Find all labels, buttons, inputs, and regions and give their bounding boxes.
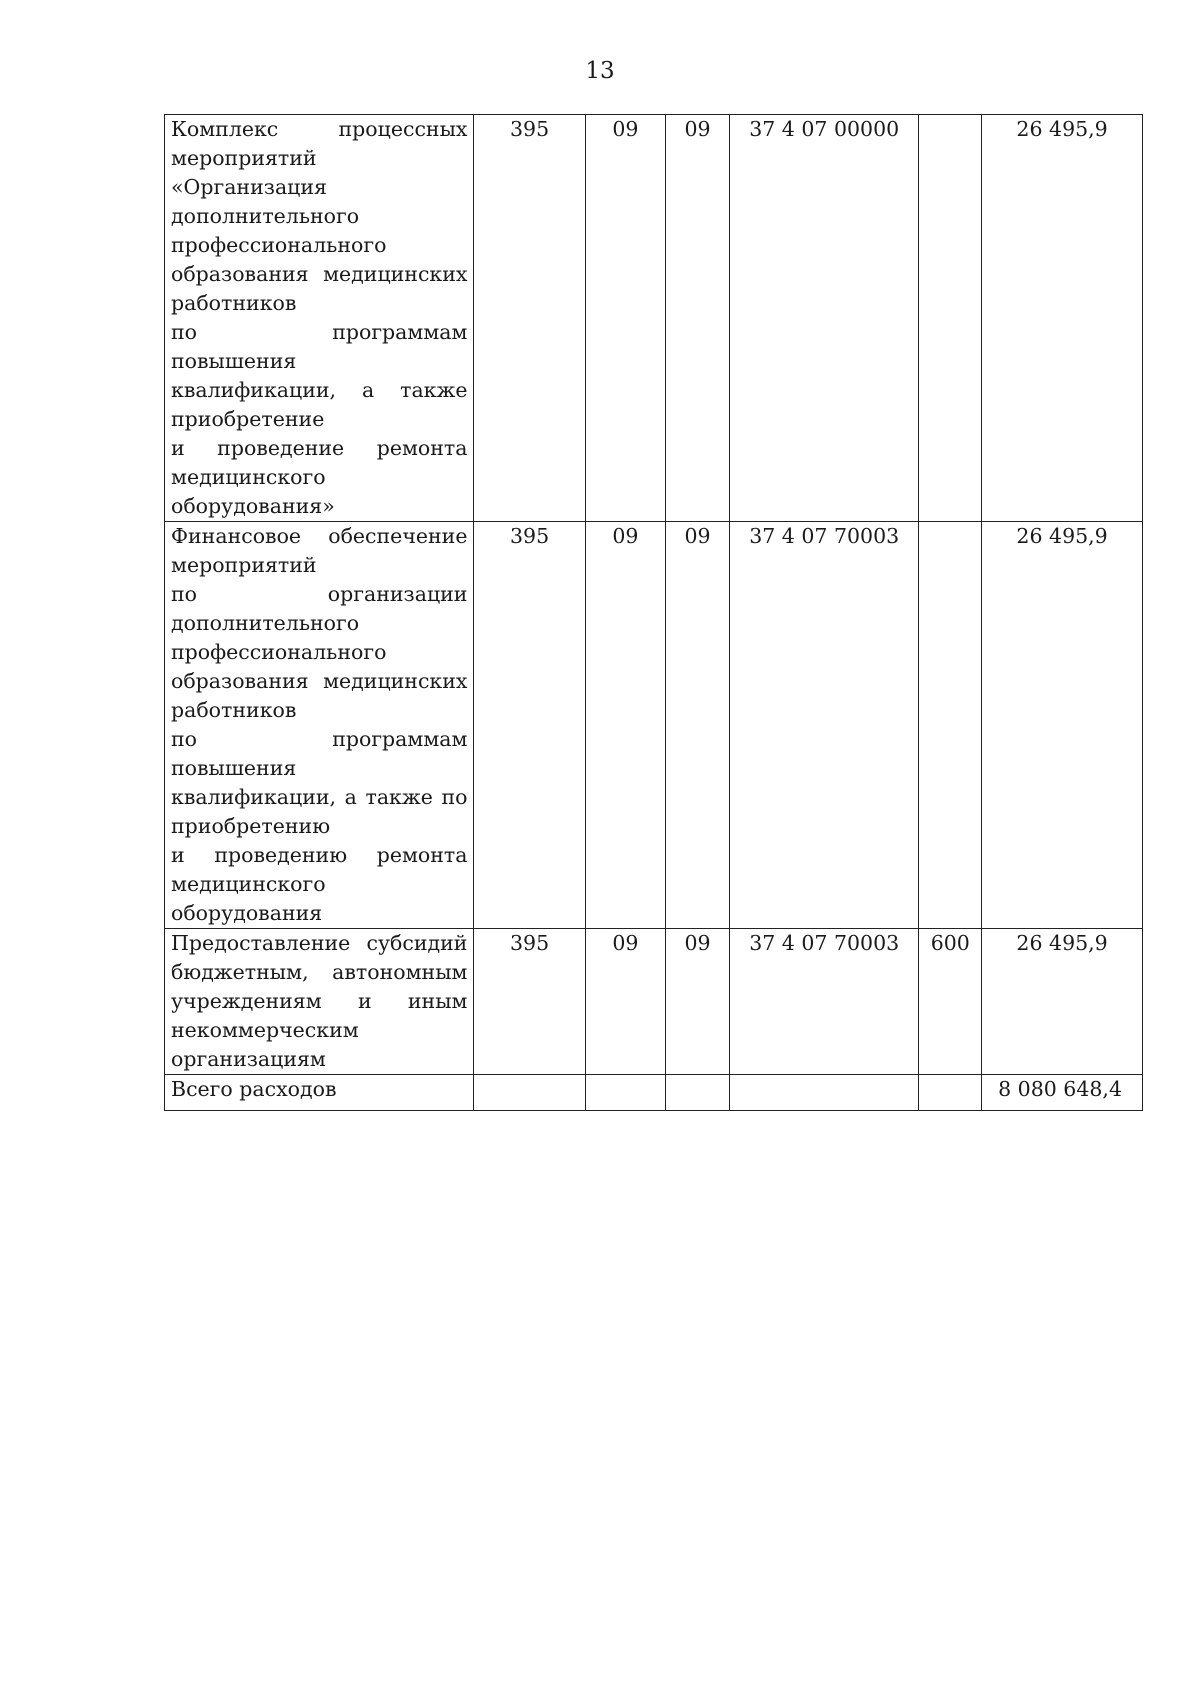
grbs-cell: 395: [474, 522, 585, 929]
row-name-line: дополнительного: [171, 204, 360, 228]
row-name-line: учреждениям и иным: [171, 989, 468, 1013]
amount-cell: 26 495,9: [982, 929, 1143, 1075]
row-name-line: «Организация: [171, 175, 327, 199]
empty-cell: [585, 1075, 665, 1111]
row-name-line: образования медицинских: [171, 262, 468, 286]
subsection-cell: 09: [666, 522, 730, 929]
row-name-line: профессионального: [171, 640, 387, 664]
row-name-line: по программам: [171, 320, 468, 344]
row-name-line: организациям: [171, 1047, 326, 1071]
row-name-line: повышения: [171, 756, 297, 780]
row-name-line: квалификации, а также: [171, 378, 468, 402]
row-name-line: и проведение ремонта: [171, 436, 468, 460]
row-name-line: и проведению ремонта: [171, 843, 468, 867]
row-name-line: дополнительного: [171, 611, 360, 635]
row-name-line: квалификации, а также по: [171, 785, 468, 809]
row-name-line: по программам: [171, 727, 468, 751]
row-name-cell: [165, 929, 474, 1075]
table-row: [165, 522, 1143, 929]
amount-cell: 26 495,9: [982, 522, 1143, 929]
table-row: [165, 115, 1143, 522]
total-row: [165, 1075, 1143, 1111]
grbs-cell: 395: [474, 115, 585, 522]
total-label: Всего расходов: [165, 1075, 474, 1111]
row-name-line: работников: [171, 698, 297, 722]
row-name-line: Комплекс процессных: [171, 117, 468, 141]
row-name-line: оборудования»: [171, 494, 335, 518]
empty-cell: [474, 1075, 585, 1111]
target-article-cell: 37 4 07 70003: [729, 929, 918, 1075]
row-name-line: повышения: [171, 349, 297, 373]
expenditure-table: [164, 114, 1143, 1111]
expense-type-cell: [919, 522, 982, 929]
section-cell: 09: [585, 929, 665, 1075]
row-name-cell: [165, 115, 474, 522]
row-name-line: по организации: [171, 582, 468, 606]
expense-type-cell: 600: [919, 929, 982, 1075]
row-name-line: медицинского: [171, 465, 326, 489]
section-cell: 09: [585, 522, 665, 929]
subsection-cell: 09: [666, 115, 730, 522]
row-name-line: приобретению: [171, 814, 331, 838]
grbs-cell: 395: [474, 929, 585, 1075]
row-name-line: профессионального: [171, 233, 387, 257]
empty-cell: [666, 1075, 730, 1111]
row-name-line: Предоставление субсидий: [171, 931, 468, 955]
target-article-cell: 37 4 07 70003: [729, 522, 918, 929]
row-name-line: Финансовое обеспечение: [171, 524, 468, 548]
empty-cell: [919, 1075, 982, 1111]
row-name-line: приобретение: [171, 407, 325, 431]
page-number: 13: [585, 58, 615, 84]
row-name-line: работников: [171, 291, 297, 315]
table-row: [165, 929, 1143, 1075]
empty-cell: [729, 1075, 918, 1111]
table-body: [165, 115, 1143, 1111]
row-name-cell: [165, 522, 474, 929]
row-name-line: мероприятий: [171, 146, 317, 170]
row-name-line: бюджетным, автономным: [171, 960, 468, 984]
row-name-line: образования медицинских: [171, 669, 468, 693]
subsection-cell: 09: [666, 929, 730, 1075]
expense-type-cell: [919, 115, 982, 522]
row-name-line: оборудования: [171, 901, 323, 925]
row-name-line: некоммерческим: [171, 1018, 359, 1042]
row-name-line: медицинского: [171, 872, 326, 896]
amount-cell: 26 495,9: [982, 115, 1143, 522]
section-cell: 09: [585, 115, 665, 522]
total-amount: 8 080 648,4: [982, 1075, 1143, 1111]
target-article-cell: 37 4 07 00000: [729, 115, 918, 522]
row-name-line: мероприятий: [171, 553, 317, 577]
